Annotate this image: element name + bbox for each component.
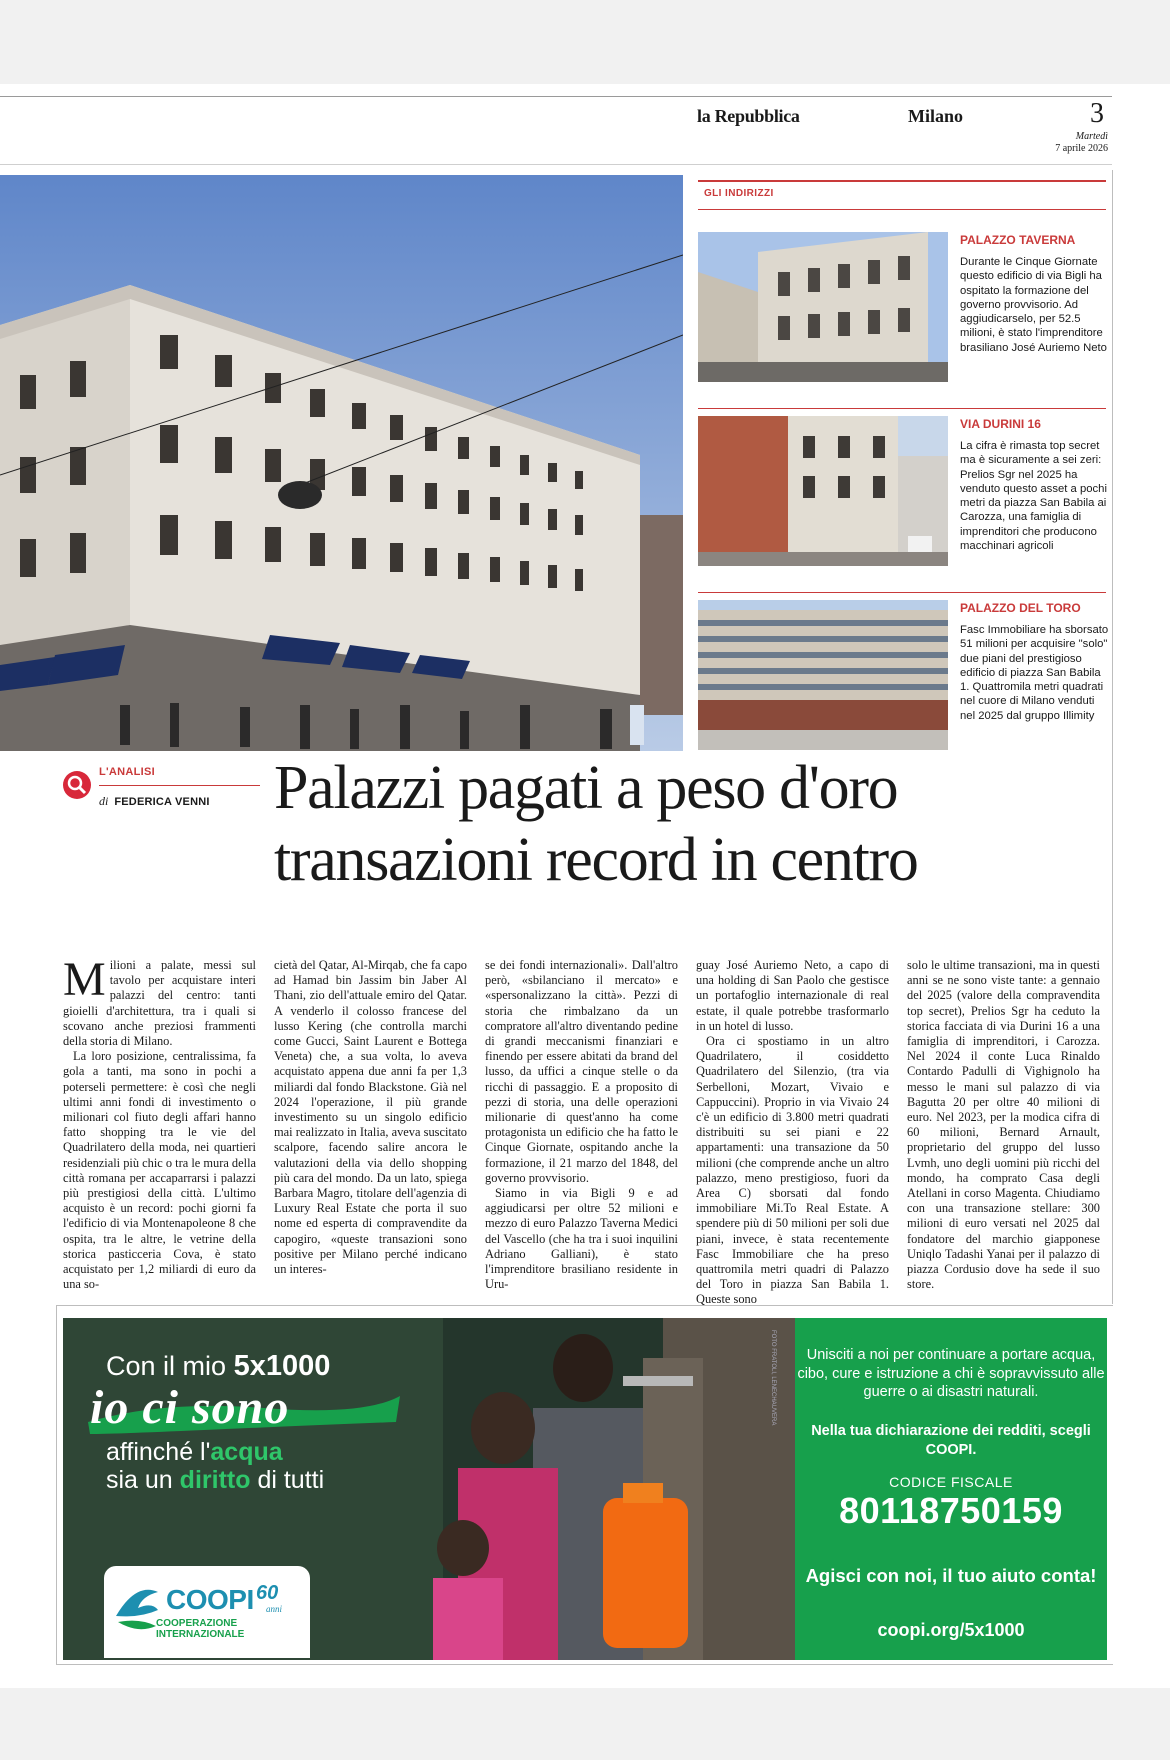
ad-tagline-a: affinché l' — [106, 1438, 211, 1466]
coopi-bird-icon — [112, 1578, 162, 1638]
codice-fiscale-value: 80118750159 — [839, 1490, 1063, 1531]
photo-credit: FOTO FRATOLI, LENECHAUVERA — [770, 1330, 776, 1426]
ad-tagline-b: sia un — [106, 1466, 173, 1494]
issue-date — [1055, 131, 1108, 155]
section-label: L'ANALISI — [99, 766, 156, 778]
article-paragraph: solo le ultime transazioni, ma in questi anni se ne sono viste tante: a gennaio del 2025 (valore della compravendita top secret), Prelios Sgr ha ceduto la storica facciata di via Durini 16 a una famiglia di imprenditori, i Carozza. Nel 2024 il conte Luca Rinaldo Contardo Padulli di Vighignolo ha messo le mani sul palazzo di via Bagutta 20 per oltre 40 milioni di euro. Nel 2023, per la modica cifra di 60 milioni, Bernard Arnault, proprietario del gruppo del lusso Lvmh, uno degli uomini più ricchi del mondo, ha comprato Casa degli Atellani in corso Magenta. Chiudiamo con una transazione stellare: 300 milioni di euro versati nel 2025 dal fondatore del marchio giapponese Uniqlo Tadashi Yanai per il palazzo di piazza Cordusio dove ha sede il suo store. — [907, 958, 1100, 1292]
sidebar-heading: GLI INDIRIZZI — [704, 188, 774, 199]
ad-green-text: Unisciti a noi per continuare a portare acqua, cibo, cure e istruzione a chi è sopravvissuto alle guerre o ai disastri naturali. — [797, 1347, 1105, 1400]
author-name: FEDERICA VENNI — [114, 796, 210, 808]
ad-tagline — [106, 1438, 324, 1494]
article-paragraph: ilioni a palate, messi sul tavolo per acquistare interi palazzi del centro: tanti gioielli d'architettura, tra i quali si scovano anche preziosi frammenti della storia di Milano. — [63, 958, 256, 1049]
coopi-sub-2: INTERNAZIONALE — [156, 1629, 245, 1640]
ad-line-1 — [106, 1350, 330, 1383]
coopi-logo — [104, 1566, 310, 1658]
masthead: la Repubblica — [697, 106, 800, 126]
article-column-1 — [63, 953, 257, 1292]
coopi-60: 60 — [256, 1582, 279, 1604]
article-paragraph: se dei fondi internazionali». Dall'altro però, «sbilanciano il mercato» e «spersonalizzano la città». Pezzi di storia che rimbalzano da un compratore all'altro diventando pedine di grandi meccanismi finanziari e finendo per essere abitati da brand del lusso, da uffici a cinque stelle o da ricchi di passaggio. E a proposito di pezzi di storia, una delle operazioni milionarie di quest'anno ha come protagonista un edificio che ha fatto le Cinque Giornate, ospitando anche la formazione, il 21 marzo del 1848, del governo provvisorio. — [485, 958, 678, 1185]
headline-line-2: transazioni record in centro — [274, 826, 918, 894]
ad-slogan-text: io ci sono — [90, 1381, 290, 1434]
article-column-3 — [485, 958, 678, 1292]
coopi-name: COOPI — [166, 1584, 254, 1615]
address-text-durini: La cifra è rimasta top secret ma è sicuramente a sei zeri: Prelios Sgr nel 2025 ha venduto questo asset a pochi metri da piazza San Babila ai Carozza, una famiglia di imprenditori che producono macchinari agricoli — [960, 440, 1107, 553]
photo-via-durini — [698, 416, 948, 566]
ad-tagline-diritto: diritto — [179, 1466, 251, 1494]
ad-green-panel — [795, 1318, 1107, 1660]
article-column-5 — [907, 958, 1100, 1292]
headline-line-1: Palazzi pagati a peso d'oro — [274, 754, 898, 822]
section-label-rule — [99, 785, 260, 786]
section-city: Milano — [908, 106, 964, 126]
coopi-sub-1: COOPERAZIONE — [156, 1618, 238, 1629]
ad-slogan — [90, 1380, 289, 1435]
ad-cta: Agisci con noi, il tuo aiuto conta! — [805, 1565, 1097, 1586]
header-rule — [0, 164, 1112, 165]
right-column-rule — [1112, 170, 1113, 1304]
photo-palazzo-taverna — [698, 232, 948, 382]
codice-fiscale-label: CODICE FISCALE — [889, 1474, 1013, 1490]
page-number: 3 — [1090, 98, 1104, 129]
article-paragraph: La loro posizione, centralissima, fa gola a tanti, ma sono in pochi a poterseli permettere: è così che negli ultimi anni fondi di investimento o milionari col fiuto degli affari hanno fatto shopping tra le vie del Quadrilatero della moda, nei quartieri residenziali più chic o tra le mura della città romana per accaparrarsi i palazzi più prestigiosi della città. L'ultimo acquisto è un record: pochi giorni fa l'edificio di via Montenapoleone 8 che ospita, tra le altre, le vetrine della storica pasticceria Cova, è stato acquistato per 1,2 miliardi di euro da una so- — [63, 1049, 257, 1292]
ad-tagline-c: di tutti — [257, 1466, 325, 1494]
article-paragraph: guay José Auriemo Neto, a capo di una holding di San Paolo che gestisce un portafoglio internazionale di real estate, il quale potrebbe trasformarlo in un hotel di lusso. — [696, 958, 889, 1033]
top-rule — [0, 96, 1112, 97]
article-column-4 — [696, 958, 889, 1308]
sidebar-separator — [698, 408, 1106, 409]
address-title-toro: PALAZZO DEL TORO — [960, 601, 1081, 615]
photo-palazzo-del-toro — [698, 600, 948, 750]
ad-url[interactable]: coopi.org/5x1000 — [877, 1620, 1025, 1640]
ad-green-bold: Nella tua dichiarazione dei redditi, scegli COOPI. — [811, 1423, 1091, 1458]
address-text-toro: Fasc Immobiliare ha sborsato 51 milioni per acquisire "solo" due piani del prestigioso edificio di piazza San Babila 1. Quattromila metri quadrati nel cuore di Milano venduti nel 2025 dal gruppo Illimity — [960, 624, 1109, 722]
headline — [274, 752, 1094, 896]
byline-prefix: di — [99, 794, 109, 808]
byline — [99, 794, 210, 809]
address-title-durini: VIA DURINI 16 — [960, 417, 1041, 431]
article-column-2 — [274, 958, 467, 1277]
address-title-taverna: PALAZZO TAVERNA — [960, 233, 1076, 247]
ad-5x1000: 5x1000 — [233, 1350, 331, 1382]
coopi-subtitle — [156, 1618, 244, 1640]
coopi-anni: anni — [266, 1604, 283, 1614]
drop-cap: M — [63, 953, 106, 1006]
sidebar-separator — [698, 592, 1106, 593]
article-paragraph: cietà del Qatar, Al-Mirqab, che fa capo ad Hamad bin Jassim bin Jaber Al Thani, zio dell'attuale emiro del Qatar. A venderlo il colosso francese del lusso Kering (che controlla marchi come Gucci, Saint Laurent e Bottega Veneta) che, a sua volta, lo aveva acquistato appena due anni fa per 1,3 miliardi dal fondo Blackstone. Già nel 2024 l'operazione, il più grande investimento su un singolo edificio mai realizzato in Italia, aveva suscitato scalpore, facendo salire ancora le valutazioni della via dello shopping più cara del mondo. Da un lato, spiega Barbara Magro, titolare dell'agenzia di Luxury Real Estate che porta il suo nome ed esperta di compravendite da capogiro, «queste transazioni sono positive per Milano perché indicano un interes- — [274, 958, 467, 1277]
issue-day: Martedì — [1075, 131, 1108, 142]
sidebar-heading-rule — [698, 209, 1106, 210]
magnifier-icon — [63, 771, 91, 799]
sidebar-top-rule — [698, 180, 1106, 182]
article-paragraph: Ora ci spostiamo in un altro Quadrilatero, il cosiddetto Quadrilatero del Silenzio, (tra via Serbelloni, Mozart, Vivaio e Cappuccini). Proprio in via Vivaio 24 c'è un edificio di 3.800 metri quadrati distribuiti su sei piani e 22 appartamenti: una transazione da 50 milioni (che comprende anche un altro palazzo, meno prestigioso, fuori da Area C) sborsati dal fondo immobiliare Mi.To Real Estate. A spendere più di 50 milioni per soli due piani, invece, è stata recentemente Fasc Immobiliare che ha preso quattromila metri quadri di Palazzo del Toro in piazza San Babila 1. Queste sono — [696, 1034, 889, 1307]
address-text-taverna: Durante le Cinque Giornate questo edificio di via Bigli ha ospitato la formazione del governo provvisorio. Ad aggiudicarselo, per 52.5 milioni, è stato l'imprenditore brasiliano José Auriemo Neto — [960, 256, 1107, 354]
issue-date-value: 7 aprile 2026 — [1055, 143, 1108, 154]
article-paragraph: Siamo in via Bigli 9 e ad aggiudicarsi per oltre 52 milioni e mezzo di euro Palazzo Taverna Medici del Vascello (che ha tra i suoi inquilini Adriano Galliani), è stato l'imprenditore brasiliano residente in Uru- — [485, 1186, 678, 1292]
ad-line-1-text: Con il mio — [106, 1351, 227, 1381]
main-photo-palazzo — [0, 175, 683, 751]
ad-tagline-acqua: acqua — [210, 1438, 283, 1466]
